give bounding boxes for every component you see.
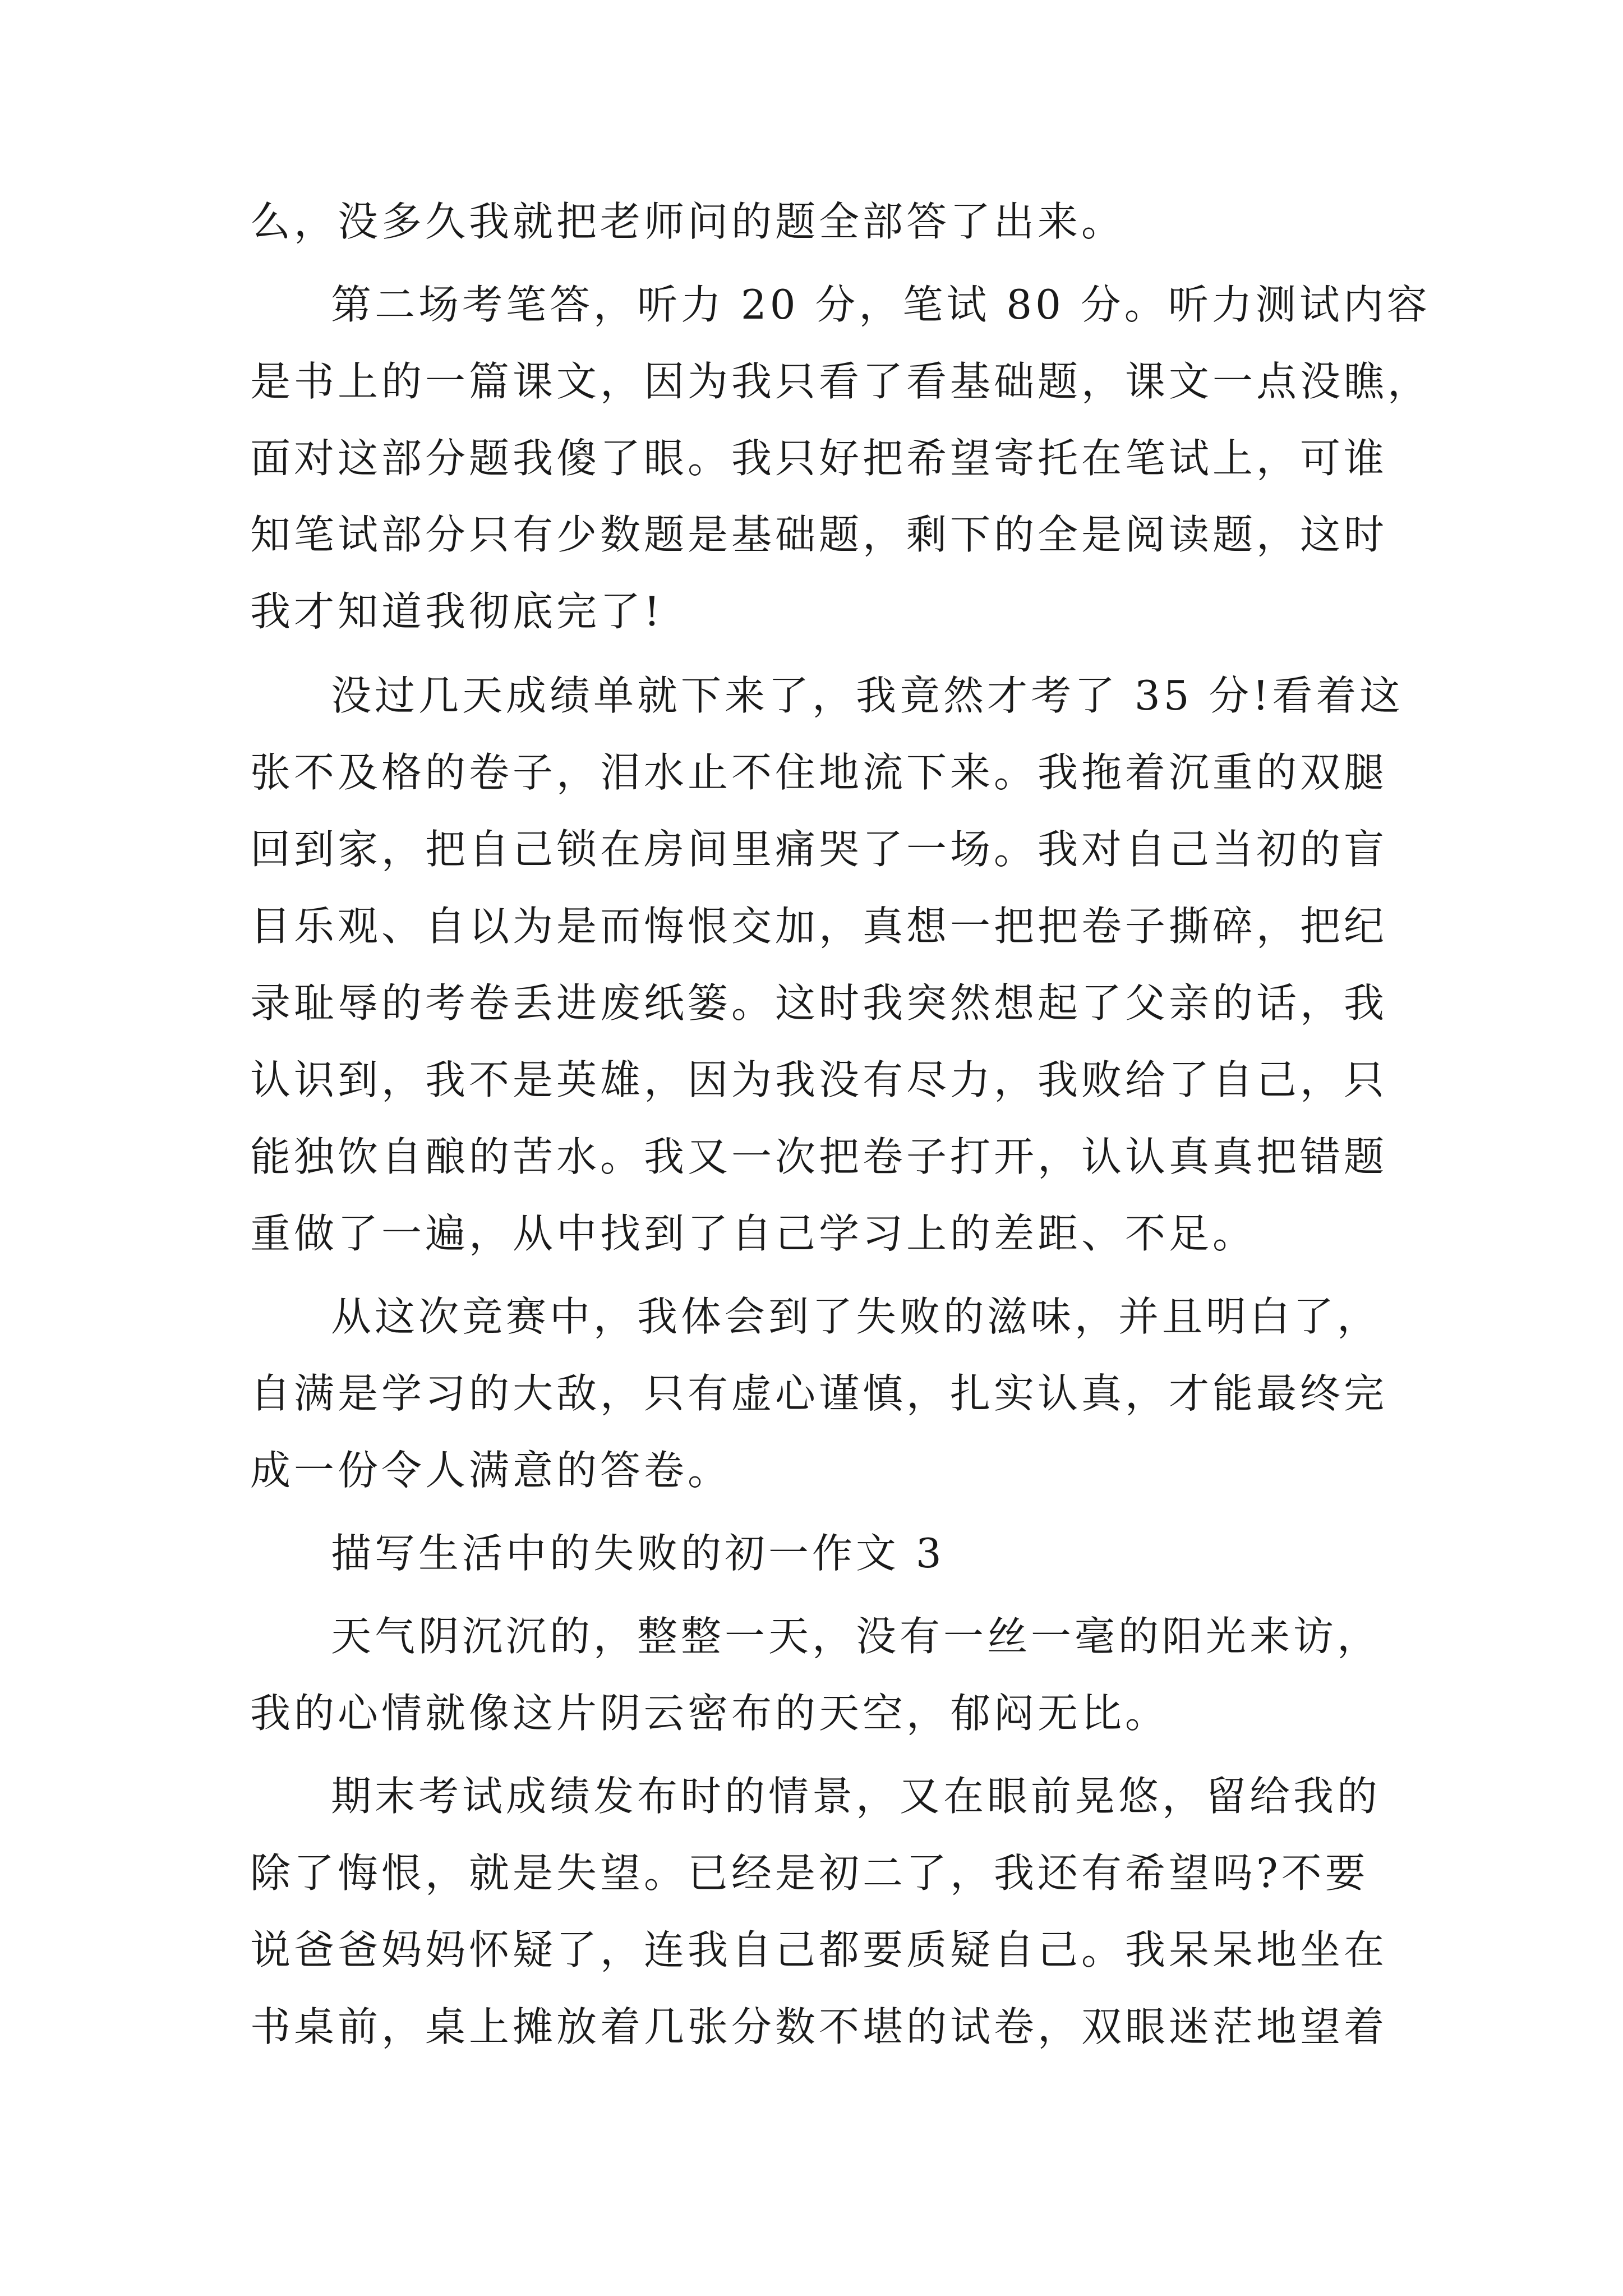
text-line: 么，没多久我就把老师问的题全部答了出来。 bbox=[250, 198, 1126, 245]
text-line: 认识到，我不是英雄，因为我没有尽力，我败给了自己，只 bbox=[250, 1056, 1388, 1103]
text-line: 张不及格的卷子，泪水止不住地流下来。我拖着沉重的双腿 bbox=[250, 749, 1388, 796]
text-line: 说爸爸妈妈怀疑了，连我自己都要质疑自己。我呆呆地坐在 bbox=[250, 1926, 1388, 1973]
text-line: 书桌前，桌上摊放着几张分数不堪的试卷，双眼迷茫地望着 bbox=[250, 2003, 1388, 2050]
paragraph-start-line: 第二场考笔答，听力 20 分，笔试 80 分。听力测试内容 bbox=[331, 281, 1431, 328]
text-line: 能独饮自酿的苦水。我又一次把卷子打开，认认真真把错题 bbox=[250, 1133, 1388, 1180]
text-line: 自满是学习的大敌，只有虚心谨慎，扎实认真，才能最终完 bbox=[250, 1370, 1388, 1417]
text-line: 回到家，把自己锁在房间里痛哭了一场。我对自己当初的盲 bbox=[250, 826, 1388, 873]
text-line: 是书上的一篇课文，因为我只看了看基础题，课文一点没瞧， bbox=[250, 358, 1432, 405]
paragraph-start-line: 没过几天成绩单就下来了，我竟然才考了 35 分!看着这 bbox=[331, 672, 1404, 719]
text-line: 我才知道我彻底完了! bbox=[250, 588, 663, 635]
text-line: 目乐观、自以为是而悔恨交加，真想一把把卷子撕碎，把纪 bbox=[250, 903, 1388, 950]
text-line: 重做了一遍，从中找到了自己学习上的差距、不足。 bbox=[250, 1210, 1257, 1257]
text-line: 除了悔恨，就是失望。已经是初二了，我还有希望吗?不要 bbox=[250, 1849, 1369, 1897]
text-line: 我的心情就像这片阴云密布的天空，郁闷无比。 bbox=[250, 1690, 1169, 1737]
text-line: 成一份令人满意的答卷。 bbox=[250, 1447, 732, 1494]
paragraph-start-line: 天气阴沉沉的，整整一天，没有一丝一毫的阳光来访， bbox=[331, 1613, 1381, 1660]
text-line: 知笔试部分只有少数题是基础题，剩下的全是阅读题，这时 bbox=[250, 511, 1388, 558]
paragraph-start-line: 从这次竞赛中，我体会到了失败的滋味，并且明白了， bbox=[331, 1293, 1381, 1340]
text-line: 录耻辱的考卷丢进废纸篓。这时我突然想起了父亲的话，我 bbox=[250, 979, 1388, 1027]
paragraph-start-line: 期末考试成绩发布时的情景，又在眼前晃悠，留给我的 bbox=[331, 1773, 1381, 1820]
section-heading: 描写生活中的失败的初一作文 3 bbox=[331, 1530, 945, 1577]
text-line: 面对这部分题我傻了眼。我只好把希望寄托在笔试上，可谁 bbox=[250, 435, 1388, 482]
